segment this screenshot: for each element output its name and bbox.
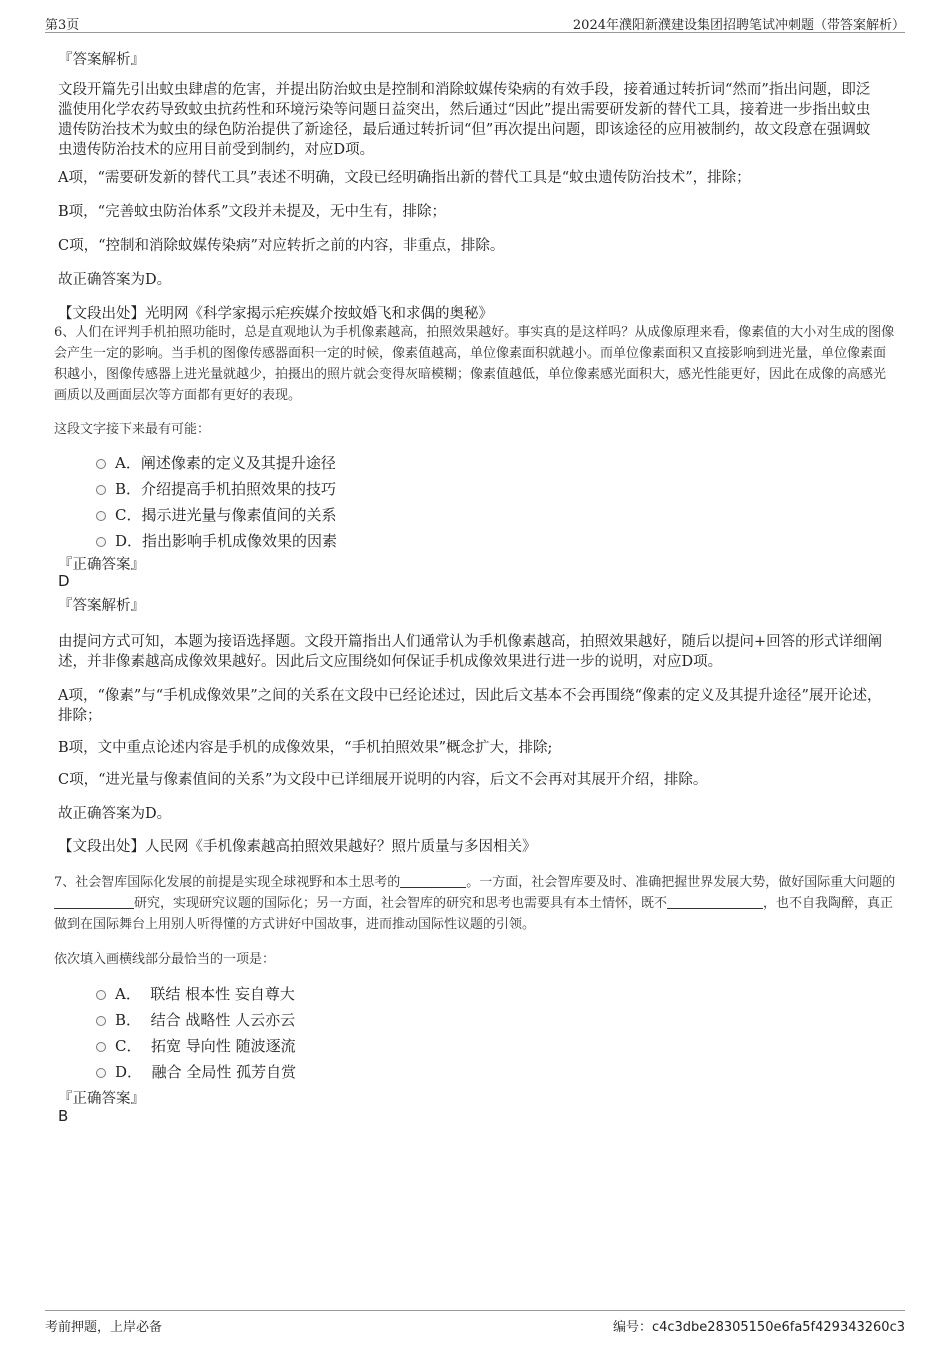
document-title: 2024年濮阳新濮建设集团招聘笔试冲刺题（带答案解析） (572, 18, 905, 33)
analysis-conclusion: 故正确答案为D。 (58, 806, 172, 822)
analysis-conclusion: 故正确答案为D。 (58, 272, 172, 288)
question-7-prompt: 依次填入画横线部分最恰当的一项是： (54, 952, 276, 967)
correct-answer: B (58, 1107, 69, 1125)
radio-icon[interactable] (96, 1042, 106, 1052)
correct-answer-label: 『正确答案』 (58, 557, 145, 573)
radio-icon[interactable] (96, 537, 106, 547)
question-6-option-c[interactable]: C．揭示进光量与像素值间的关系 (96, 504, 337, 524)
answer-blank[interactable] (400, 873, 466, 888)
radio-icon[interactable] (96, 511, 106, 521)
analysis-source: 【文段出处】人民网《手机像素越高拍照效果越好？照片质量与多因相关》 (58, 839, 537, 855)
analysis-option-a: A项，“需要研发新的替代工具”表述不明确，文段已经明确指出新的替代工具是“蚊虫遗传防治技术”，排除； (58, 170, 751, 186)
answer-blank[interactable] (667, 894, 763, 909)
radio-icon[interactable] (96, 1016, 106, 1026)
page-number: 第3页 (45, 18, 80, 33)
analysis-option-b: B项，“完善蚊虫防治体系”文段并未提及，无中生有，排除； (58, 204, 446, 220)
question-7-option-d[interactable]: D． 融合 全局性 孤芳自赏 (96, 1061, 296, 1081)
correct-answer: D (58, 572, 70, 590)
question-6-option-a[interactable]: A．阐述像素的定义及其提升途径 (96, 452, 336, 472)
radio-icon[interactable] (96, 459, 106, 469)
analysis-label: 『答案解析』 (58, 52, 145, 68)
radio-icon[interactable] (96, 485, 106, 495)
analysis-source: 【文段出处】光明网《科学家揭示疟疾媒介按蚊婚飞和求偶的奥秘》 (58, 306, 493, 322)
analysis-option-c: C项，“控制和消除蚊媒传染病”对应转折之前的内容，非重点，排除。 (58, 238, 505, 254)
radio-icon[interactable] (96, 990, 106, 1000)
question-6-option-d[interactable]: D．指出影响手机成像效果的因素 (96, 530, 337, 550)
document-code: 编号：c4c3dbe28305150e6fa5f429343260c3 (612, 1320, 905, 1335)
analysis-option-b: B项，文中重点论述内容是手机的成像效果，“手机拍照效果”概念扩大，排除; (58, 740, 553, 756)
page-footer (45, 1310, 905, 1333)
question-6-prompt: 这段文字接下来最有可能： (54, 422, 211, 437)
page-header (45, 14, 905, 33)
analysis-option-a: A项，“像素”与“手机成像效果”之间的关系在文段中已经论述过，因此后文基本不会再围绕“像素的定义及其提升途径”展开论述，排除； (58, 688, 882, 724)
question-7-option-c[interactable]: C． 拓宽 导向性 随波逐流 (96, 1035, 296, 1055)
question-6-option-b[interactable]: B．介绍提高手机拍照效果的技巧 (96, 478, 336, 498)
analysis-label: 『答案解析』 (58, 598, 145, 614)
question-7-stem: 7、社会智库国际化发展的前提是实现全球视野和本土思考的 。一方面，社会智库要及时、准确把握世界发展大势，做好国际重大问题的研究，实现研究议题的国际化；另一方面，社会智库的研究和思考也需要具有本土情怀，既不 ，也不自我陶醉，真正做到在国际舞台上用别人听得懂的方式讲好中国故事，进而推动国际性议题的引领。 (54, 875, 896, 932)
analysis-option-c: C项，“进光量与像素值间的关系”为文段中已详细展开说明的内容，后文不会再对其展开介绍，排除。 (58, 772, 708, 788)
question-7-option-a[interactable]: A． 联结 根本性 妄自尊大 (96, 983, 295, 1003)
correct-answer-label: 『正确答案』 (58, 1091, 145, 1107)
answer-blank[interactable] (54, 894, 134, 909)
radio-icon[interactable] (96, 1068, 106, 1078)
question-7-option-b[interactable]: B． 结合 战略性 人云亦云 (96, 1009, 295, 1029)
analysis-intro: 文段开篇先引出蚊虫肆虐的危害，并提出防治蚊虫是控制和消除蚊媒传染病的有效手段，接着通过转折词“然而”指出问题，即泛滥使用化学农药导致蚊虫抗药性和环境污染等问题日益突出，然后通过“因此”提出需要研发新的替代工具，接着进一步指出蚊虫遗传防治技术为蚊虫的绿色防治提供了新途径，最后通过转折词“但”再次提出问题，即该途径的应用被制约，故文段意在强调蚊虫遗传防治技术的应用目前受到制约，对应D项。 (58, 82, 871, 158)
analysis-intro: 由提问方式可知，本题为接语选择题。文段开篇指出人们通常认为手机像素越高，拍照效果越好，随后以提问+回答的形式详细阐述，并非像素越高成像效果越好。因此后文应围绕如何保证手机成像效果进行进一步的说明，对应D项。 (58, 634, 883, 670)
question-6-stem: 6、人们在评判手机拍照功能时，总是直观地认为手机像素越高，拍照效果越好。事实真的是这样吗？从成像原理来看，像素值的大小对生成的图像会产生一定的影响。当手机的图像传感器面积一定的时候，像素值越高，单位像素面积就越小。而单位像素面积又直接影响到进光量，单位像素面积越小，图像传感器上进光量就越少，拍摄出的照片就会变得灰暗模糊；像素值越低，单位像素感光面积大，感光性能更好，因此在成像的高感光画质以及画面层次等方面都有更好的表现。 (54, 325, 895, 403)
footer-slogan: 考前押题，上岸必备 (45, 1320, 163, 1335)
